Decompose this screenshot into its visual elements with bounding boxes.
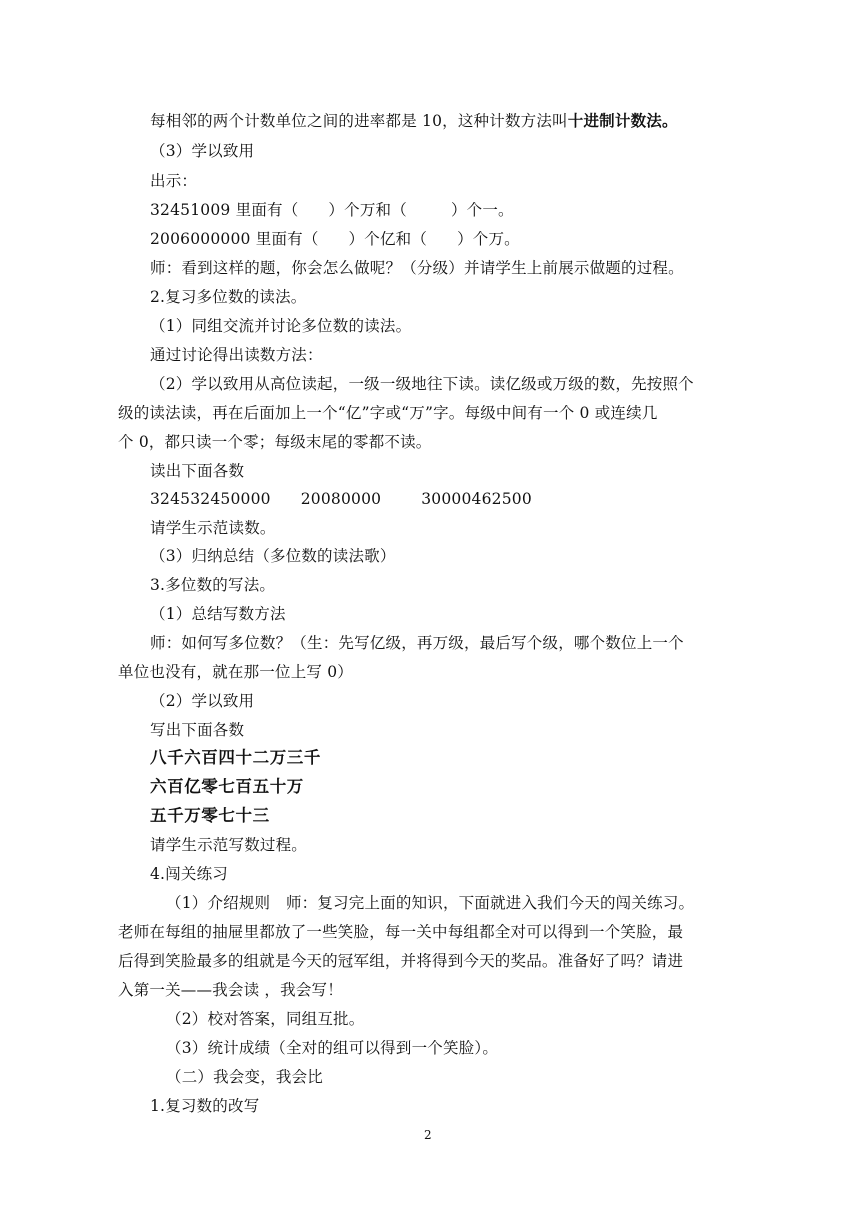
text-line-check-answers: （2）校对答案，同组互批。 xyxy=(166,1010,365,1028)
text-line-group-discuss: （1）同组交流并讨论多位数的读法。 xyxy=(150,317,412,335)
number-item: 30000462500 xyxy=(421,490,532,508)
number-item: 324532450000 xyxy=(150,490,271,508)
subheading-apply: （3）学以致用 xyxy=(150,142,255,160)
bold-number-words-2: 六百亿零七百五十万 xyxy=(150,777,304,796)
text-line-summary: （3）归纳总结（多位数的读法歌） xyxy=(150,547,396,565)
exercise-text: 32451009 里面有（ xyxy=(150,201,299,219)
section-heading-challenge: 4.闯关练习 xyxy=(150,865,228,883)
section-heading-writing: 3.多位数的写法。 xyxy=(150,576,276,594)
text-segment: 每相邻的两个计数单位之间的进率都是 10，这种计数方法叫 xyxy=(150,112,568,130)
text-line-writing-method: （1）总结写数方法 xyxy=(150,605,286,623)
text-line-reading-method: 通过讨论得出读数方法： xyxy=(150,346,323,364)
exercise-text: ）个万。 xyxy=(457,230,520,248)
text-line-reading-rule-1: （2）学以致用从高位读起，一级一级地往下读。读亿级或万级的数，先按照个 xyxy=(150,375,694,393)
text-line-reading-rule-3: 个 0，都只读一个零；每级末尾的零都不读。 xyxy=(118,433,432,451)
exercise-text: 2006000000 里面有（ xyxy=(150,230,319,248)
page-number: 2 xyxy=(424,1128,432,1142)
section-heading-reading: 2.复习多位数的读法。 xyxy=(150,288,307,306)
subheading-apply-2: （2）学以致用 xyxy=(150,692,255,710)
text-line-teacher-question: 师：看到这样的题，你会怎么做呢？（分级）并请学生上前展示做题的过程。 xyxy=(150,259,684,277)
text-line-rules-3: 后得到笑脸最多的组就是今天的冠军组，并将得到今天的奖品。准备好了吗？请进 xyxy=(118,952,684,970)
text-line-writing-answer: 单位也没有，就在那一位上写 0） xyxy=(118,663,353,681)
number-list-read xyxy=(150,489,532,509)
exercise-text: ）个亿和（ xyxy=(348,230,428,248)
text-line-demo-reading: 请学生示范读数。 xyxy=(150,519,276,537)
text-line-write-numbers: 写出下面各数 xyxy=(150,721,245,739)
text-line-rules-1: （1）介绍规则 师：复习完上面的知识，下面就进入我们今天的闯关练习。 xyxy=(166,894,695,912)
exercise-line-1 xyxy=(150,200,514,220)
subheading-transform-compare: （二）我会变，我会比 xyxy=(166,1068,324,1086)
number-item: 20080000 xyxy=(300,490,382,508)
text-line-rules-4: 入第一关——我会读 ，我会写！ xyxy=(118,981,343,999)
bold-number-words-3: 五千万零七十三 xyxy=(150,806,270,825)
text-line-demo-writing: 请学生示范写数过程。 xyxy=(150,836,308,854)
bold-term-decimal-system: 十进制计数法。 xyxy=(567,111,678,130)
bold-number-words-1: 八千六百四十二万三千 xyxy=(150,748,321,767)
text-line-decimal-system xyxy=(150,111,678,131)
text-line-show: 出示： xyxy=(150,172,198,190)
exercise-text: ）个一。 xyxy=(450,201,514,219)
text-line-rules-2: 老师在每组的抽屉里都放了一些笑脸，每一关中每组都全对可以得到一个笑脸，最 xyxy=(118,923,684,941)
text-line-writing-question: 师：如何写多位数？（生：先写亿级，再万级，最后写个级，哪个数位上一个 xyxy=(150,634,684,652)
section-heading-rewrite: 1.复习数的改写 xyxy=(150,1097,260,1115)
exercise-line-2 xyxy=(150,229,520,249)
text-line-reading-rule-2: 级的读法读，再在后面加上一个“亿”字或“万”字。每级中间有一个 0 或连续几 xyxy=(118,404,658,422)
text-line-tally-scores: （3）统计成绩（全对的组可以得到一个笑脸）。 xyxy=(166,1039,499,1057)
exercise-text: ）个万和（ xyxy=(328,201,407,219)
text-line-read-numbers: 读出下面各数 xyxy=(150,462,245,480)
